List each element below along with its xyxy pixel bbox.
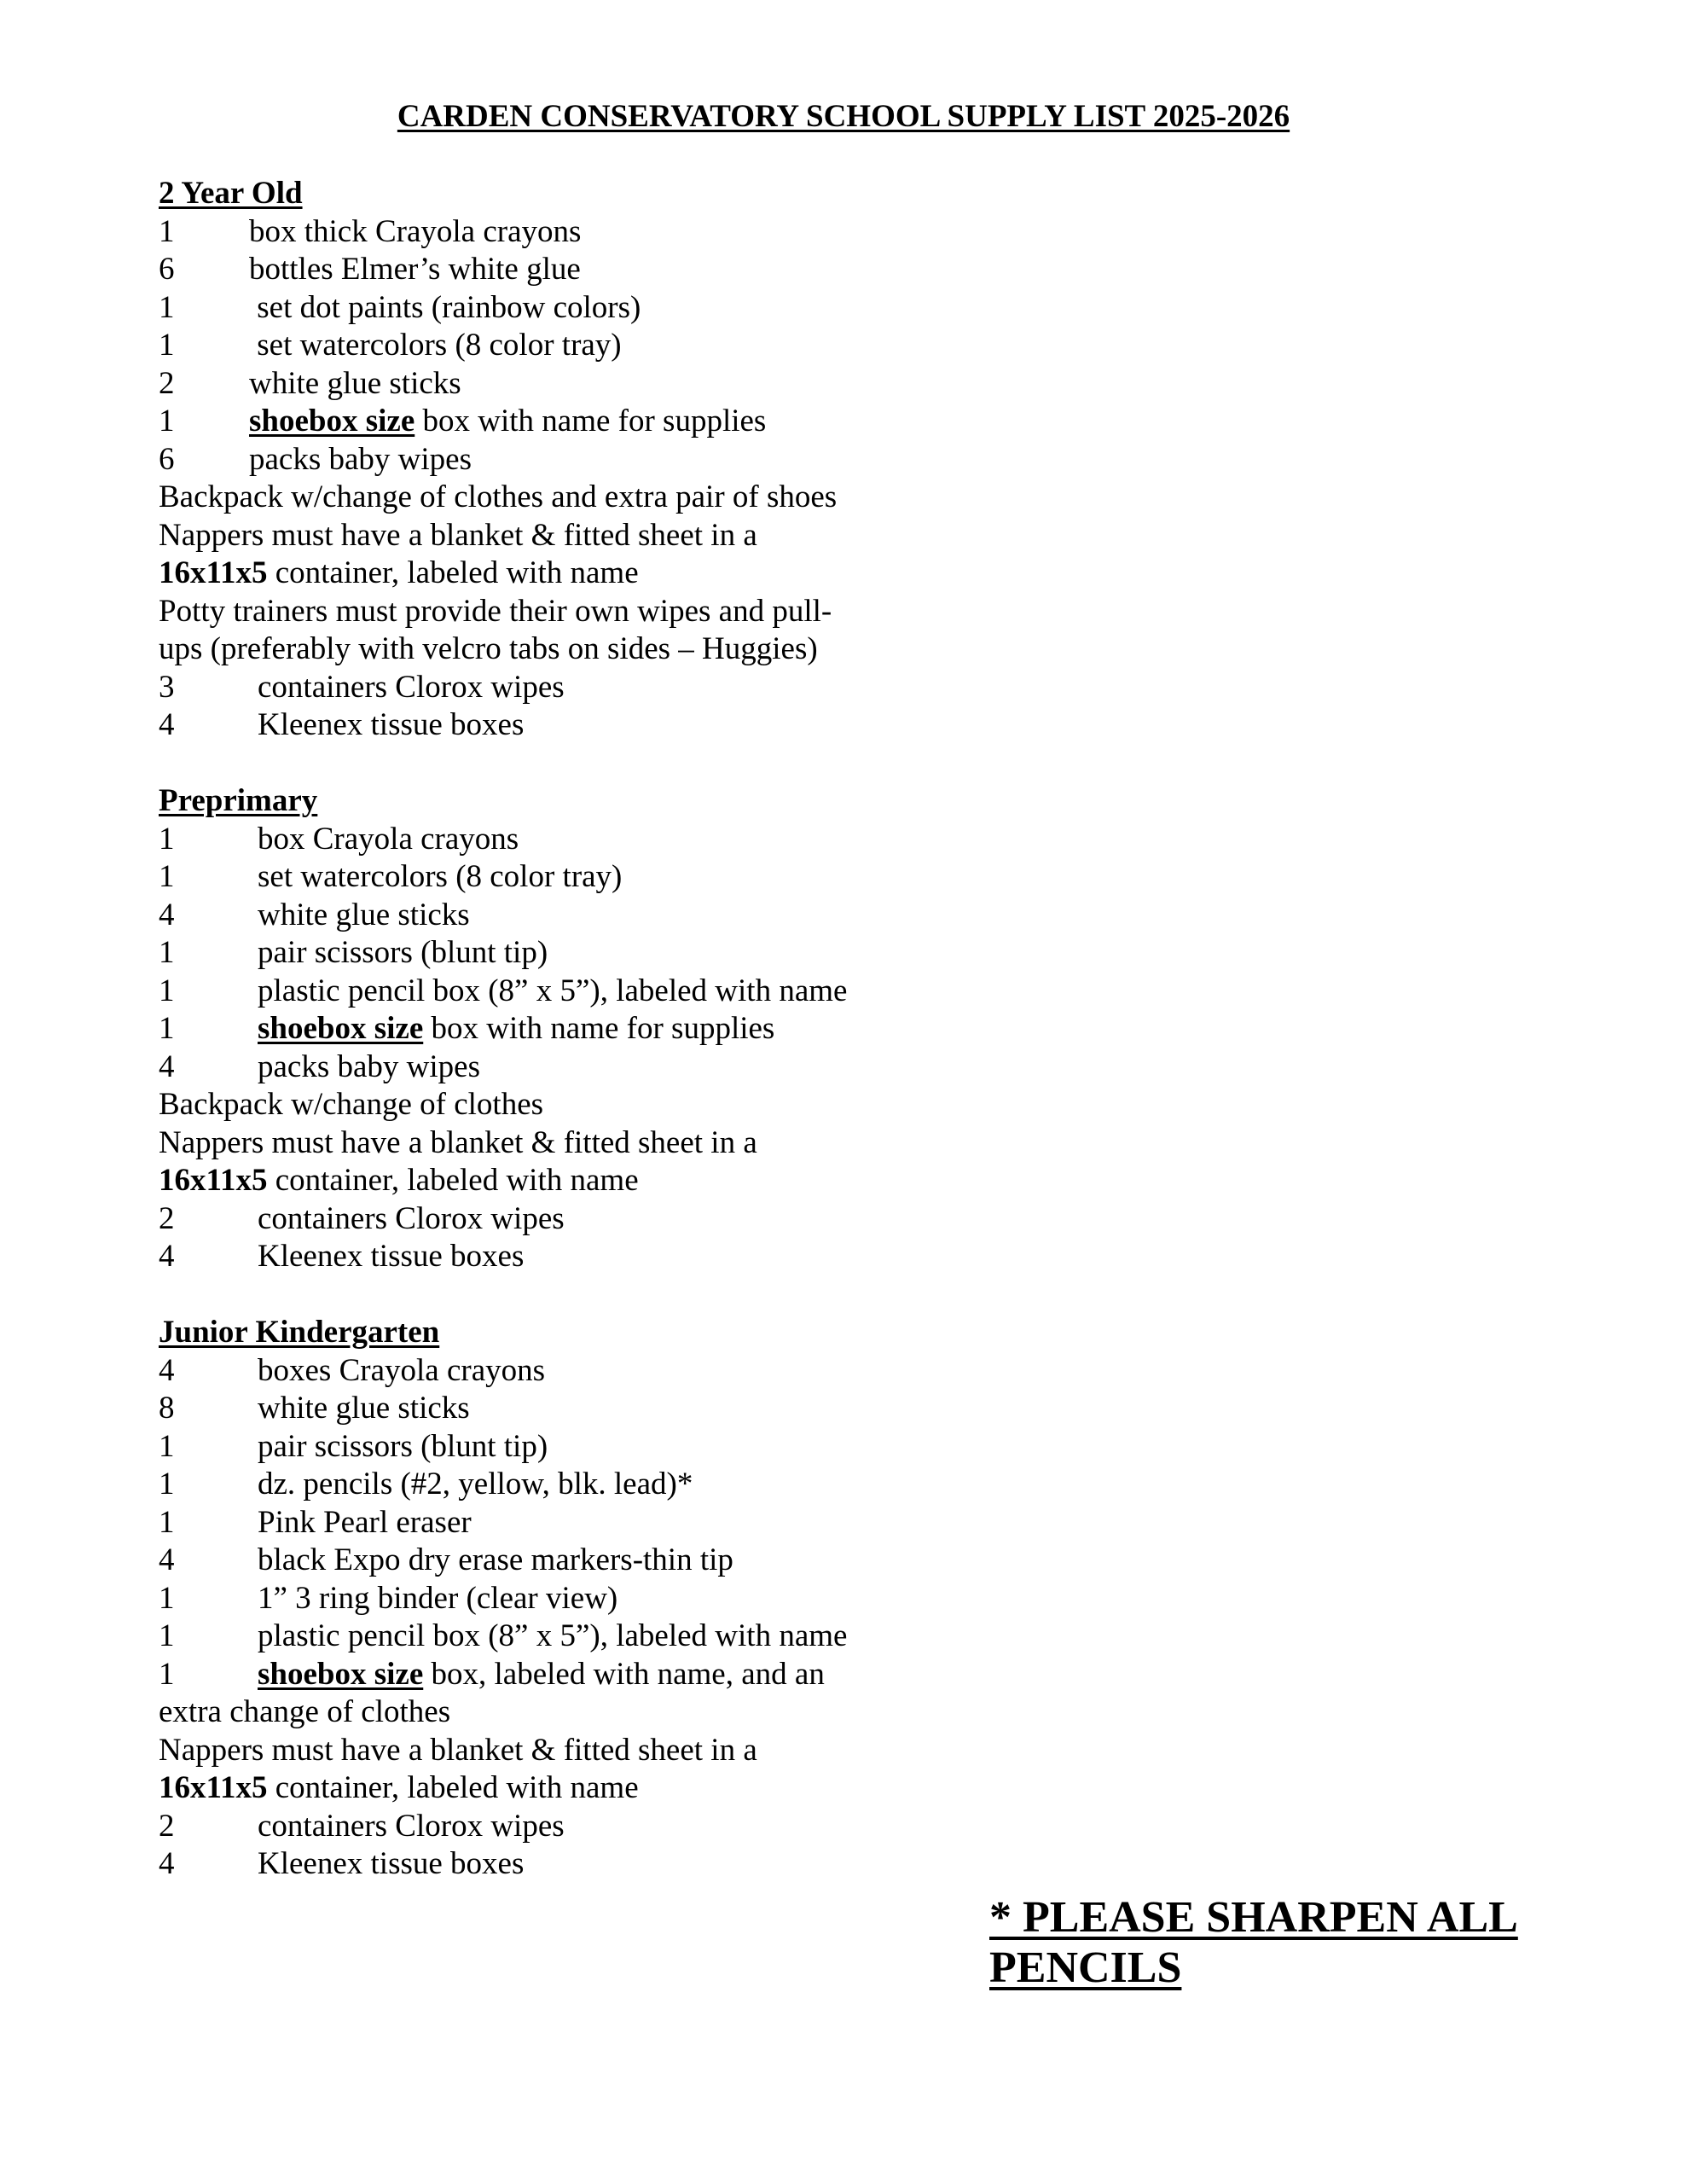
list-item xyxy=(159,403,1012,441)
item-desc: set dot paints (rainbow colors) xyxy=(249,289,641,325)
nappers-note-line2 xyxy=(159,1162,1012,1200)
item-qty: 4 xyxy=(159,897,175,932)
list-item xyxy=(159,327,1012,365)
container-size: 16x11x5 xyxy=(159,1163,268,1198)
item-qty: 8 xyxy=(159,1391,175,1426)
item-desc: Kleenex tissue boxes xyxy=(258,1846,525,1881)
note-line1: * PLEASE SHARPEN ALL xyxy=(989,1893,1518,1942)
item-qty: 1 xyxy=(159,935,175,970)
nappers-note-line1: Nappers must have a blanket & fitted sheet in a xyxy=(159,1124,757,1160)
item-desc: set watercolors (8 color tray) xyxy=(258,859,623,894)
item-desc: plastic pencil box (8” x 5”), labeled with name xyxy=(258,973,848,1008)
item-qty: 1 xyxy=(159,1428,175,1464)
item-desc xyxy=(258,1010,774,1048)
note-line2: PENCILS xyxy=(989,1943,1182,1992)
item-qty: 1 xyxy=(159,1504,175,1540)
item-desc: 1” 3 ring binder (clear view) xyxy=(258,1580,618,1616)
item-desc: dz. pencils (#2, yellow, blk. lead)* xyxy=(258,1467,693,1502)
item-desc: packs baby wipes xyxy=(258,1048,480,1084)
list-item xyxy=(159,821,1012,859)
item-desc: set watercolors (8 color tray) xyxy=(249,328,622,363)
item-desc: pair scissors (blunt tip) xyxy=(258,935,548,970)
item-qty: 4 xyxy=(159,1542,175,1577)
page-title: CARDEN CONSERVATORY SCHOOL SUPPLY LIST 2025-2026 xyxy=(397,99,1290,134)
item-desc: Kleenex tissue boxes xyxy=(258,1239,525,1274)
extra-clothes-note: extra change of clothes xyxy=(159,1694,451,1729)
list-item xyxy=(159,706,1012,745)
list-item xyxy=(159,1352,1012,1391)
item-qty: 3 xyxy=(159,669,175,705)
section-heading: 2 Year Old xyxy=(159,176,303,211)
list-item xyxy=(159,1618,1012,1656)
item-qty: 1 xyxy=(159,289,175,325)
item-desc: bottles Elmer’s white glue xyxy=(249,252,581,287)
item-desc xyxy=(258,1656,825,1694)
item-desc: Kleenex tissue boxes xyxy=(258,707,525,742)
list-item xyxy=(159,1238,1012,1276)
shoebox-size-emphasis: shoebox size xyxy=(249,404,415,439)
item-desc: Pink Pearl eraser xyxy=(258,1504,472,1540)
section-heading: Preprimary xyxy=(159,783,318,818)
list-item xyxy=(159,365,1012,404)
item-qty: 1 xyxy=(159,404,175,439)
item-desc: white glue sticks xyxy=(249,365,461,401)
item-desc: packs baby wipes xyxy=(249,441,472,477)
list-item xyxy=(159,934,1012,973)
section-spacer xyxy=(159,745,1012,783)
list-item xyxy=(159,213,1012,252)
list-item xyxy=(159,669,1012,707)
list-item xyxy=(159,858,1012,897)
list-item xyxy=(159,1542,1012,1580)
list-item xyxy=(159,1504,1012,1542)
item-qty: 1 xyxy=(159,973,175,1008)
item-qty: 2 xyxy=(159,1808,175,1844)
item-desc xyxy=(249,403,766,441)
container-size: 16x11x5 xyxy=(159,555,268,590)
list-item xyxy=(159,251,1012,289)
item-desc: black Expo dry erase markers-thin tip xyxy=(258,1542,733,1577)
section-junior-kindergarten xyxy=(159,1314,1012,1352)
list-item xyxy=(159,1580,1012,1618)
list-item xyxy=(159,441,1012,479)
list-item xyxy=(159,897,1012,935)
section-two-year-old xyxy=(159,175,1012,213)
nappers-note-line2 xyxy=(159,1769,1012,1808)
item-qty: 4 xyxy=(159,1048,175,1084)
list-item xyxy=(159,1048,1012,1087)
item-qty: 1 xyxy=(159,328,175,363)
list-item xyxy=(159,1200,1012,1239)
nappers-note-line1: Nappers must have a blanket & fitted sheet in a xyxy=(159,1732,757,1768)
item-desc-rest: box, labeled with name, and an xyxy=(423,1656,825,1692)
item-qty: 2 xyxy=(159,1200,175,1236)
item-desc: containers Clorox wipes xyxy=(258,669,565,705)
item-desc-rest: box with name for supplies xyxy=(415,404,767,439)
potty-note-line2: ups (preferably with velcro tabs on sides – Huggies) xyxy=(159,631,818,666)
item-desc: pair scissors (blunt tip) xyxy=(258,1428,548,1464)
nappers-note-rest: container, labeled with name xyxy=(267,555,639,590)
item-qty: 4 xyxy=(159,1846,175,1881)
item-desc: white glue sticks xyxy=(258,1391,470,1426)
nappers-note-line1: Nappers must have a blanket & fitted sheet in a xyxy=(159,517,757,553)
item-qty: 1 xyxy=(159,213,175,249)
item-desc: plastic pencil box (8” x 5”), labeled with name xyxy=(258,1618,848,1653)
item-qty: 1 xyxy=(159,1467,175,1502)
item-qty: 1 xyxy=(159,859,175,894)
list-item xyxy=(159,1656,1012,1694)
item-desc-rest: box with name for supplies xyxy=(423,1011,775,1046)
item-desc: containers Clorox wipes xyxy=(258,1200,565,1236)
list-item xyxy=(159,1466,1012,1504)
container-size: 16x11x5 xyxy=(159,1770,268,1805)
item-qty: 4 xyxy=(159,1352,175,1388)
section-preprimary xyxy=(159,782,1012,821)
supply-list xyxy=(159,175,1012,1884)
sharpen-pencils-note xyxy=(989,1892,1586,1993)
item-qty: 1 xyxy=(159,821,175,857)
backpack-note: Backpack w/change of clothes and extra pair of shoes xyxy=(159,479,838,514)
list-item xyxy=(159,1428,1012,1467)
item-qty: 6 xyxy=(159,441,175,477)
item-qty: 4 xyxy=(159,707,175,742)
list-item xyxy=(159,973,1012,1011)
nappers-note-rest: container, labeled with name xyxy=(267,1770,639,1805)
item-qty: 6 xyxy=(159,252,175,287)
shoebox-size-emphasis: shoebox size xyxy=(258,1011,424,1046)
nappers-note-rest: container, labeled with name xyxy=(267,1163,639,1198)
item-desc: boxes Crayola crayons xyxy=(258,1352,546,1388)
list-item xyxy=(159,1808,1012,1846)
nappers-note-line2 xyxy=(159,555,1012,593)
item-qty: 1 xyxy=(159,1656,175,1692)
list-item xyxy=(159,1390,1012,1428)
item-desc: box Crayola crayons xyxy=(258,821,519,857)
list-item xyxy=(159,289,1012,328)
item-qty: 1 xyxy=(159,1618,175,1653)
backpack-note: Backpack w/change of clothes xyxy=(159,1087,544,1122)
section-spacer xyxy=(159,1276,1012,1315)
section-heading: Junior Kindergarten xyxy=(159,1315,440,1350)
item-qty: 2 xyxy=(159,365,175,401)
item-desc: containers Clorox wipes xyxy=(258,1808,565,1844)
item-desc: white glue sticks xyxy=(258,897,470,932)
list-item xyxy=(159,1010,1012,1048)
item-qty: 1 xyxy=(159,1580,175,1616)
item-qty: 4 xyxy=(159,1239,175,1274)
item-desc: box thick Crayola crayons xyxy=(249,213,582,249)
shoebox-size-emphasis: shoebox size xyxy=(258,1656,424,1692)
potty-note-line1: Potty trainers must provide their own wipes and pull- xyxy=(159,593,832,629)
list-item xyxy=(159,1845,1012,1884)
item-qty: 1 xyxy=(159,1011,175,1046)
